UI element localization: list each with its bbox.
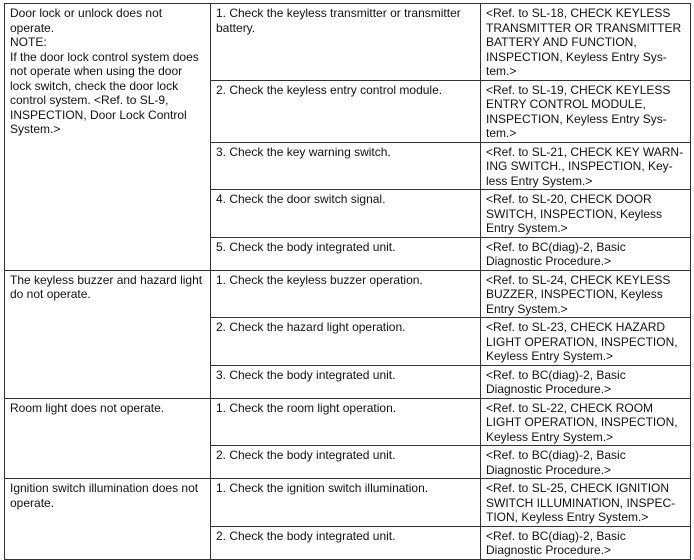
check-step-cell: 4. Check the door switch signal. — [211, 190, 481, 238]
reference-cell: <Ref. to BC(diag)-2, Basic Diagnostic Procedure.> — [481, 446, 691, 479]
reference-cell: <Ref. to SL-20, CHECK DOOR SWITCH, INSPECTION, Keyless Entry System.> — [481, 190, 691, 238]
check-step-cell: 2. Check the hazard light operation. — [211, 318, 481, 366]
reference-cell: <Ref. to SL-19, CHECK KEYLESS ENTRY CONTROL MODULE, INSPECTION, Keyless Entry Sys-tem.> — [481, 80, 691, 142]
symptom-text: Ignition switch illumination does not operate. — [10, 481, 199, 510]
reference-cell: <Ref. to SL-18, CHECK KEYLESS TRANSMITTER OR TRANSMITTER BATTERY AND FUNCTION, INSPECTION, Keyless Entry Sys-tem.> — [481, 4, 691, 81]
table-body — [5, 4, 691, 560]
check-step-cell: 1. Check the room light operation. — [211, 398, 481, 446]
reference-cell: <Ref. to BC(diag)-2, Basic Diagnostic Procedure.> — [481, 526, 691, 559]
symptom-text: Door lock or unlock does not operate. — [10, 6, 163, 35]
check-step-cell: 2. Check the body integrated unit. — [211, 526, 481, 559]
table-row — [5, 398, 691, 446]
symptom-cell — [5, 4, 211, 271]
symptom-cell — [5, 270, 211, 398]
table-row — [5, 270, 691, 318]
troubleshooting-table — [4, 3, 691, 560]
check-step-cell: 3. Check the key warning switch. — [211, 142, 481, 190]
reference-cell: <Ref. to SL-21, CHECK KEY WARN-ING SWITCH., INSPECTION, Key-less Entry System.> — [481, 142, 691, 190]
table-row — [5, 479, 691, 527]
check-step-cell: 2. Check the body integrated unit. — [211, 446, 481, 479]
check-step-cell: 2. Check the keyless entry control module. — [211, 80, 481, 142]
reference-cell: <Ref. to BC(diag)-2, Basic Diagnostic Procedure.> — [481, 237, 691, 270]
symptom-text: The keyless buzzer and hazard light do not operate. — [10, 272, 203, 301]
reference-cell: <Ref. to SL-23, CHECK HAZARD LIGHT OPERATION, INSPECTION, Keyless Entry System.> — [481, 318, 691, 366]
note-label: NOTE: — [10, 35, 47, 49]
reference-cell: <Ref. to BC(diag)-2, Basic Diagnostic Procedure.> — [481, 365, 691, 398]
note-text: If the door lock control system does not operate when using the door lock switch, check the door lock control system. <Ref. to SL-9, INSPECTION, Door Lock Control System.> — [10, 49, 199, 136]
check-step-cell: 5. Check the body integrated unit. — [211, 237, 481, 270]
table-row — [5, 4, 691, 81]
symptom-text: Room light does not operate. — [10, 400, 165, 415]
reference-cell: <Ref. to SL-22, CHECK ROOM LIGHT OPERATION, INSPECTION, Keyless Entry System.> — [481, 398, 691, 446]
reference-cell: <Ref. to SL-24, CHECK KEYLESS BUZZER, INSPECTION, Keyless Entry System.> — [481, 270, 691, 318]
reference-cell: <Ref. to SL-25, CHECK IGNITION SWITCH ILLUMINATION, INSPEC-TION, Keyless Entry System.> — [481, 479, 691, 527]
check-step-cell: 1. Check the keyless transmitter or transmitter battery. — [211, 4, 481, 81]
symptom-cell — [5, 479, 211, 560]
check-step-cell: 3. Check the body integrated unit. — [211, 365, 481, 398]
symptom-cell — [5, 398, 211, 479]
check-step-cell: 1. Check the ignition switch illumination. — [211, 479, 481, 527]
check-step-cell: 1. Check the keyless buzzer operation. — [211, 270, 481, 318]
